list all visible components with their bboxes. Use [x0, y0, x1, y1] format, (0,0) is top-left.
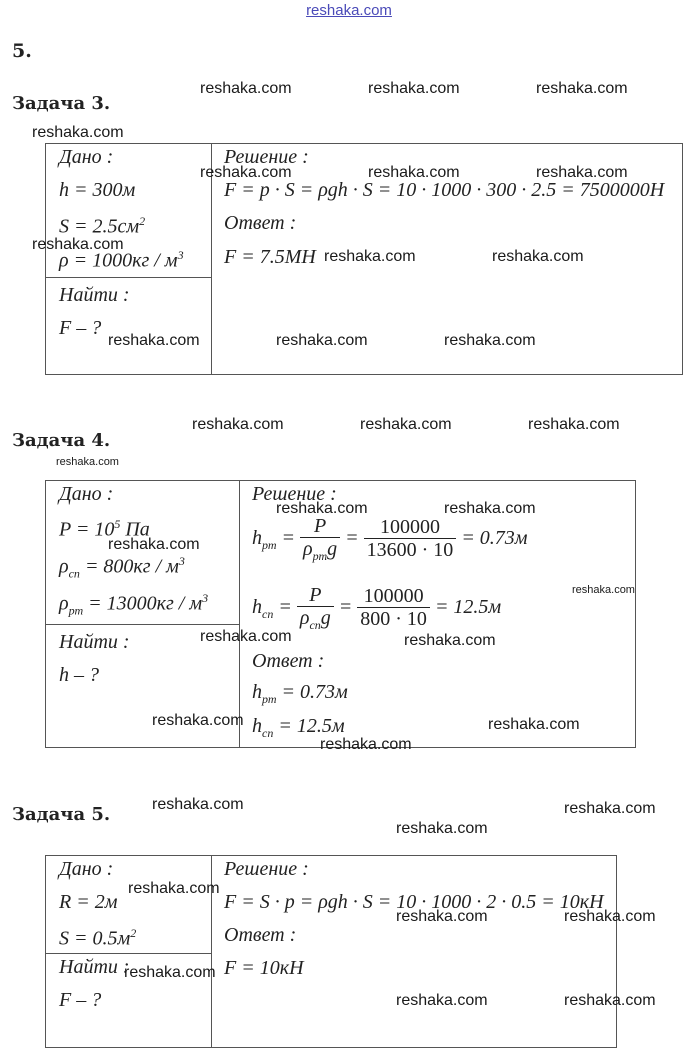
- task-3-table: [45, 143, 683, 375]
- watermark: reshaka.com: [32, 124, 124, 141]
- solution-equation-rt: $h_{рт}$ = $\frac{P}{\rho_{рт}g}$ = $\frac{100000}{13600 \cdot 10}$ = 0.73м: [252, 515, 528, 563]
- task-4-table: [45, 480, 636, 748]
- watermark: reshaka.com: [528, 416, 620, 433]
- answer-height-sp: $h_{сп} = 12.5м$: [252, 715, 345, 740]
- task-4-title: Задача 4.: [12, 430, 111, 451]
- watermark: reshaka.com: [128, 880, 220, 897]
- watermark: reshaka.com: [564, 908, 656, 925]
- watermark: reshaka.com: [32, 236, 124, 253]
- watermark: reshaka.com: [536, 164, 628, 181]
- given-radius: R = 2м: [59, 891, 118, 913]
- solution-label: Решение :: [224, 858, 309, 880]
- site-header-link[interactable]: reshaka.com: [306, 2, 392, 19]
- given-density: $\rho = 1000кг / м^3$: [59, 248, 184, 272]
- watermark: reshaka.com: [56, 456, 119, 468]
- watermark: reshaka.com: [320, 736, 412, 753]
- answer-height-rt: $h_{рт} = 0.73м$: [252, 681, 348, 706]
- watermark: reshaka.com: [276, 500, 368, 517]
- watermark: reshaka.com: [200, 628, 292, 645]
- given-height: h = 300м: [59, 179, 136, 201]
- solution-formula: F = p · S = ρgh · S = 10 · 1000 · 300 · 2.5 = 7500000H: [224, 179, 665, 201]
- task-3-title: Задача 3.: [12, 93, 111, 114]
- watermark: reshaka.com: [572, 584, 635, 596]
- column-divider: [211, 856, 212, 1047]
- watermark: reshaka.com: [488, 716, 580, 733]
- watermark: reshaka.com: [276, 332, 368, 349]
- watermark: reshaka.com: [200, 164, 292, 181]
- find-label: Найти :: [59, 631, 130, 653]
- task-5-table: [45, 855, 617, 1048]
- answer-label: Ответ :: [224, 924, 297, 946]
- column-divider: [211, 144, 212, 374]
- given-area: $S = 2.5см^2$: [59, 214, 146, 238]
- answer-value: F = 7.5MH: [224, 246, 316, 268]
- watermark: reshaka.com: [536, 80, 628, 97]
- watermark: reshaka.com: [360, 416, 452, 433]
- watermark: reshaka.com: [108, 536, 200, 553]
- watermark: reshaka.com: [564, 800, 656, 817]
- given-pressure: $P = 10^5$ Па: [59, 517, 150, 541]
- given-label: Дано :: [59, 146, 114, 168]
- watermark: reshaka.com: [152, 796, 244, 813]
- row-divider: [46, 624, 239, 625]
- watermark: reshaka.com: [396, 908, 488, 925]
- watermark: reshaka.com: [368, 164, 460, 181]
- answer-label: Ответ :: [252, 650, 325, 672]
- page-number: 5.: [12, 40, 32, 62]
- row-divider: [46, 277, 211, 278]
- row-divider: [46, 953, 211, 954]
- find-label: Найти :: [59, 956, 130, 978]
- watermark: reshaka.com: [404, 632, 496, 649]
- task-5-title: Задача 5.: [12, 804, 111, 825]
- answer-value: F = 10кH: [224, 957, 304, 979]
- watermark: reshaka.com: [152, 712, 244, 729]
- given-density-sp: $\rho_{сп} = 800кг / м^3$: [59, 554, 185, 581]
- solution-equation-sp: $h_{сп}$ = $\frac{P}{\rho_{сп}g}$ = $\frac{100000}{800 \cdot 10}$ = 12.5м: [252, 584, 502, 632]
- watermark: reshaka.com: [396, 992, 488, 1009]
- watermark: reshaka.com: [444, 500, 536, 517]
- solution-label: Решение :: [224, 146, 309, 168]
- given-label: Дано :: [59, 483, 114, 505]
- solution-label: Решение :: [252, 483, 337, 505]
- watermark: reshaka.com: [192, 416, 284, 433]
- given-density-rt: $\rho_{рт} = 13000кг / м^3$: [59, 591, 209, 618]
- given-area: $S = 0.5м^2$: [59, 926, 137, 950]
- watermark: reshaka.com: [124, 964, 216, 981]
- answer-label: Ответ :: [224, 212, 297, 234]
- watermark: reshaka.com: [200, 80, 292, 97]
- find-force: F – ?: [59, 989, 102, 1011]
- find-force: F – ?: [59, 317, 102, 339]
- watermark: reshaka.com: [368, 80, 460, 97]
- watermark: reshaka.com: [492, 248, 584, 265]
- watermark: reshaka.com: [564, 992, 656, 1009]
- column-divider: [239, 481, 240, 747]
- find-height: h – ?: [59, 664, 99, 686]
- watermark: reshaka.com: [396, 820, 488, 837]
- find-label: Найти :: [59, 284, 130, 306]
- watermark: reshaka.com: [108, 332, 200, 349]
- solution-formula: F = S · p = ρgh · S = 10 · 1000 · 2 · 0.5 = 10кH: [224, 891, 604, 913]
- given-label: Дано :: [59, 858, 114, 880]
- watermark: reshaka.com: [444, 332, 536, 349]
- watermark: reshaka.com: [324, 248, 416, 265]
